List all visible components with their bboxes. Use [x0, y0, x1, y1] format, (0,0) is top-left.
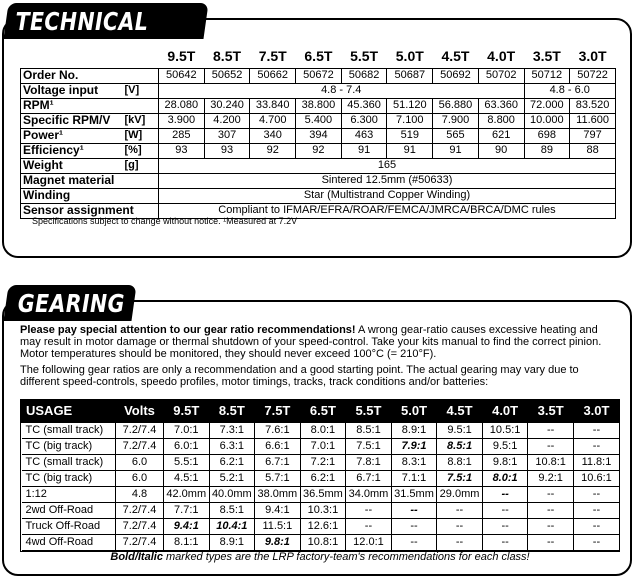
data-cell: 4.200	[204, 113, 250, 128]
ratio-cell: 42.0mm	[164, 486, 210, 502]
volts-header: Volts	[116, 400, 164, 422]
ratio-cell: 10.3:1	[300, 502, 346, 518]
data-cell: 92	[250, 143, 296, 158]
specific-rpm-row	[21, 113, 616, 128]
data-cell: 91	[387, 143, 433, 158]
ratio-cell: --	[528, 518, 574, 534]
gear-row	[22, 486, 620, 502]
data-cell: 50642	[159, 68, 205, 83]
row-label: RPM¹	[23, 98, 54, 112]
row-label: Magnet material	[23, 173, 115, 187]
data-cell: 88	[570, 143, 616, 158]
row-unit: [V]	[124, 84, 140, 96]
ratio-cell: --	[391, 518, 437, 534]
data-cell: 91	[341, 143, 387, 158]
volts-cell: 6.0	[116, 454, 164, 470]
row-unit	[123, 68, 159, 83]
row-unit	[123, 188, 159, 203]
data-cell: 4.8 - 7.4	[159, 83, 525, 98]
ratio-cell: 6.0:1	[164, 438, 210, 454]
ratio-cell: 5.7:1	[255, 470, 301, 486]
data-cell: 33.840	[250, 98, 296, 113]
data-cell: 51.120	[387, 98, 433, 113]
gear-turn-header: 5.0T	[391, 400, 437, 422]
ratio-cell: 8.3:1	[391, 454, 437, 470]
ratio-cell: 4.5:1	[164, 470, 210, 486]
ratio-cell: 6.2:1	[209, 454, 255, 470]
data-cell: 621	[478, 128, 524, 143]
data-cell: 56.880	[433, 98, 479, 113]
row-label: Winding	[23, 188, 71, 202]
ratio-cell: 7.5:1	[346, 438, 392, 454]
ratio-cell: 34.0mm	[346, 486, 392, 502]
ratio-cell: --	[573, 422, 619, 438]
ratio-cell: 7.2:1	[300, 454, 346, 470]
data-cell: 45.360	[341, 98, 387, 113]
row-label: Voltage input	[23, 83, 99, 97]
ratio-cell: --	[482, 534, 528, 550]
data-cell: 83.520	[570, 98, 616, 113]
data-cell: 50652	[204, 68, 250, 83]
ratio-cell: 8.9:1	[209, 534, 255, 550]
recommended-ratio-cell: 7.5:1	[437, 470, 483, 486]
ratio-cell: --	[346, 502, 392, 518]
recommended-ratio-cell: 7.9:1	[391, 438, 437, 454]
ratio-cell: --	[437, 518, 483, 534]
ratio-cell: 6.2:1	[300, 470, 346, 486]
ratio-cell: 36.5mm	[300, 486, 346, 502]
ratio-cell: --	[528, 438, 574, 454]
volts-cell: 7.2/7.4	[116, 518, 164, 534]
ratio-cell: 38.0mm	[255, 486, 301, 502]
gear-row	[22, 534, 620, 550]
data-cell: 50722	[570, 68, 616, 83]
recommended-ratio-cell: 10.4:1	[209, 518, 255, 534]
ratio-cell: 11.8:1	[573, 454, 619, 470]
data-cell: 63.360	[478, 98, 524, 113]
data-cell: 93	[159, 143, 205, 158]
gearing-description	[20, 324, 620, 392]
ratio-cell: 8.1:1	[164, 534, 210, 550]
data-cell: 5.400	[296, 113, 342, 128]
ratio-cell: --	[573, 518, 619, 534]
ratio-cell: 9.4:1	[255, 502, 301, 518]
data-cell: 7.100	[387, 113, 433, 128]
gear-row	[22, 454, 620, 470]
ratio-cell: --	[573, 502, 619, 518]
row-label: Weight	[23, 158, 63, 172]
data-cell: 89	[524, 143, 570, 158]
volts-cell: 7.2/7.4	[116, 438, 164, 454]
turn-header: 8.5T	[213, 48, 242, 65]
efficiency-row	[21, 143, 616, 158]
data-cell: 50662	[250, 68, 296, 83]
gear-turn-header: 3.5T	[528, 400, 574, 422]
ratio-cell: --	[528, 422, 574, 438]
data-cell: 394	[296, 128, 342, 143]
row-label: Specific RPM/V	[23, 113, 111, 127]
row-unit	[123, 98, 159, 113]
ratio-cell: --	[528, 534, 574, 550]
data-cell: Star (Multistrand Copper Winding)	[159, 188, 616, 203]
usage-cell: 4wd Off-Road	[22, 534, 116, 550]
recommended-ratio-cell: --	[391, 502, 437, 518]
magnet-row	[21, 173, 616, 188]
ratio-cell: --	[528, 486, 574, 502]
data-cell: 50712	[524, 68, 570, 83]
ratio-cell: --	[391, 534, 437, 550]
row-label: Order No.	[23, 68, 79, 82]
volts-cell: 7.2/7.4	[116, 502, 164, 518]
power-row	[21, 128, 616, 143]
ratio-cell: 7.3:1	[209, 422, 255, 438]
turn-header: 7.5T	[258, 48, 287, 65]
ratio-cell: --	[573, 534, 619, 550]
gear-turn-header: 8.5T	[209, 400, 255, 422]
ratio-cell: 40.0mm	[209, 486, 255, 502]
usage-cell: TC (big track)	[22, 438, 116, 454]
data-cell: 565	[433, 128, 479, 143]
volts-cell: 4.8	[116, 486, 164, 502]
data-cell: Sintered 12.5mm (#50633)	[159, 173, 616, 188]
gear-turn-header: 6.5T	[300, 400, 346, 422]
volts-cell: 6.0	[116, 470, 164, 486]
recommended-ratio-cell: 9.4:1	[164, 518, 210, 534]
data-cell: 307	[204, 128, 250, 143]
usage-cell: TC (big track)	[22, 470, 116, 486]
data-cell: 4.700	[250, 113, 296, 128]
data-cell: 28.080	[159, 98, 205, 113]
gear-turn-header: 7.5T	[255, 400, 301, 422]
gear-turn-header: 9.5T	[164, 400, 210, 422]
ratio-cell: --	[482, 502, 528, 518]
gearing-paragraph-1: Please pay special attention to our gear ratio recommendations! A wrong gear-ratio causes excessive heating and may result in motor damage or thermal shutdown of your speed-control. Take your kits manual to find the correct pinion. Motor temperatures should be monitored, they should never exceed 100°C (= 210°F).	[20, 324, 602, 360]
ratio-cell: 8.5:1	[209, 502, 255, 518]
ratio-cell: --	[573, 438, 619, 454]
data-cell: 285	[159, 128, 205, 143]
ratio-cell: 12.0:1	[346, 534, 392, 550]
usage-cell: TC (small track)	[22, 454, 116, 470]
data-cell: Compliant to IFMAR/EFRA/ROAR/FEMCA/JMRCA/BRCA/DMC rules	[159, 203, 616, 218]
gear-row	[22, 422, 620, 438]
turn-header: 6.5T	[304, 48, 333, 65]
ratio-cell: 6.7:1	[255, 454, 301, 470]
ratio-cell: 9.8:1	[482, 454, 528, 470]
data-cell: 50702	[478, 68, 524, 83]
data-cell: 93	[204, 143, 250, 158]
data-cell: 340	[250, 128, 296, 143]
gearing-title: GEARING	[3, 285, 136, 321]
gear-row	[22, 518, 620, 534]
ratio-cell: 8.8:1	[437, 454, 483, 470]
ratio-cell: 8.9:1	[391, 422, 437, 438]
turn-header: 5.0T	[395, 48, 424, 65]
ratio-cell: 6.3:1	[209, 438, 255, 454]
row-label: Power¹	[23, 128, 64, 142]
usage-header: USAGE	[22, 400, 116, 422]
ratio-cell: 9.5:1	[482, 438, 528, 454]
ratio-cell: 12.6:1	[300, 518, 346, 534]
ratio-cell: 7.8:1	[346, 454, 392, 470]
gearing-note: Bold/Italic marked types are the LRP factory-team's recommendations for each class!	[110, 551, 530, 563]
row-unit: [g]	[124, 159, 139, 171]
technical-data-title: TECHNICAL DATA	[3, 3, 208, 39]
data-cell: 8.800	[478, 113, 524, 128]
usage-cell: TC (small track)	[22, 422, 116, 438]
data-cell: 4.8 - 6.0	[524, 83, 616, 98]
data-cell: 91	[433, 143, 479, 158]
volts-cell: 7.2/7.4	[116, 534, 164, 550]
ratio-cell: 9.5:1	[437, 422, 483, 438]
voltage-row	[21, 83, 616, 98]
data-cell: 50682	[341, 68, 387, 83]
gearing-table	[20, 399, 620, 552]
ratio-cell: 5.2:1	[209, 470, 255, 486]
ratio-cell: 6.7:1	[346, 470, 392, 486]
ratio-cell: 29.0mm	[437, 486, 483, 502]
data-cell: 463	[341, 128, 387, 143]
technical-note: Specifications subject to change without notice. ¹Measured at 7.2V	[32, 216, 298, 226]
gear-turn-header: 4.5T	[437, 400, 483, 422]
row-label: Efficiency¹	[23, 143, 84, 157]
gearing-paragraph-2: The following gear ratios are only a recommendation and a good starting point. The actual gearing may vary due to different speed-controls, speedo profiles, motor timings, tracks, track conditions and/or batteries:	[20, 364, 579, 388]
ratio-cell: 7.0:1	[164, 422, 210, 438]
turn-header: 3.5T	[532, 48, 561, 65]
ratio-cell: 8.0:1	[300, 422, 346, 438]
data-cell: 3.900	[159, 113, 205, 128]
ratio-cell: --	[437, 502, 483, 518]
row-unit: [W]	[124, 129, 143, 141]
recommended-ratio-cell: 8.5:1	[437, 438, 483, 454]
usage-cell: Truck Off-Road	[22, 518, 116, 534]
ratio-cell: --	[346, 518, 392, 534]
data-cell: 90	[478, 143, 524, 158]
ratio-cell: --	[573, 486, 619, 502]
ratio-cell: 5.5:1	[164, 454, 210, 470]
ratio-cell: 10.8:1	[528, 454, 574, 470]
rpm-row	[21, 98, 616, 113]
usage-cell: 1:12	[22, 486, 116, 502]
ratio-cell: 10.8:1	[300, 534, 346, 550]
row-label: Sensor assignment	[23, 203, 134, 217]
data-cell: 50692	[433, 68, 479, 83]
turn-header: 3.0T	[578, 48, 607, 65]
data-cell: 797	[570, 128, 616, 143]
gear-row	[22, 438, 620, 454]
winding-row	[21, 188, 616, 203]
data-cell: 92	[296, 143, 342, 158]
ratio-cell: 7.1:1	[391, 470, 437, 486]
gear-turn-header: 3.0T	[573, 400, 619, 422]
data-cell: 519	[387, 128, 433, 143]
ratio-cell: --	[437, 534, 483, 550]
gear-turn-header: 4.0T	[482, 400, 528, 422]
ratio-cell: 7.6:1	[255, 422, 301, 438]
ratio-cell: 6.6:1	[255, 438, 301, 454]
weight-row	[21, 158, 616, 173]
row-unit: [kV]	[124, 114, 146, 126]
data-cell: 72.000	[524, 98, 570, 113]
gear-row	[22, 470, 620, 486]
gearing-header-row	[22, 400, 620, 422]
gear-row	[22, 502, 620, 518]
data-cell: 38.800	[296, 98, 342, 113]
turn-header: 4.0T	[487, 48, 516, 65]
recommended-ratio-cell: 8.0:1	[482, 470, 528, 486]
data-cell: 11.600	[570, 113, 616, 128]
data-cell: 7.900	[433, 113, 479, 128]
data-cell: 698	[524, 128, 570, 143]
data-cell: 10.000	[524, 113, 570, 128]
ratio-cell: 10.5:1	[482, 422, 528, 438]
data-cell: 50672	[296, 68, 342, 83]
order-row	[21, 68, 616, 83]
usage-cell: 2wd Off-Road	[22, 502, 116, 518]
turn-header: 5.5T	[350, 48, 379, 65]
data-cell: 6.300	[341, 113, 387, 128]
ratio-cell: 11.5:1	[255, 518, 301, 534]
ratio-cell: 9.2:1	[528, 470, 574, 486]
turn-header: 4.5T	[441, 48, 470, 65]
data-cell: 165	[159, 158, 616, 173]
row-unit	[123, 173, 159, 188]
volts-cell: 7.2/7.4	[116, 422, 164, 438]
turns-header-row	[21, 46, 616, 68]
ratio-cell: --	[482, 518, 528, 534]
row-unit: [%]	[124, 144, 142, 156]
ratio-cell: 8.5:1	[346, 422, 392, 438]
data-cell: 50687	[387, 68, 433, 83]
ratio-cell: 10.6:1	[573, 470, 619, 486]
ratio-cell: 7.7:1	[164, 502, 210, 518]
ratio-cell: 7.0:1	[300, 438, 346, 454]
ratio-cell: --	[528, 502, 574, 518]
recommended-ratio-cell: 9.8:1	[255, 534, 301, 550]
recommended-ratio-cell: --	[482, 486, 528, 502]
technical-data-table	[20, 46, 616, 219]
data-cell: 30.240	[204, 98, 250, 113]
turn-header: 9.5T	[167, 48, 196, 65]
ratio-cell: 31.5mm	[391, 486, 437, 502]
gear-turn-header: 5.5T	[346, 400, 392, 422]
